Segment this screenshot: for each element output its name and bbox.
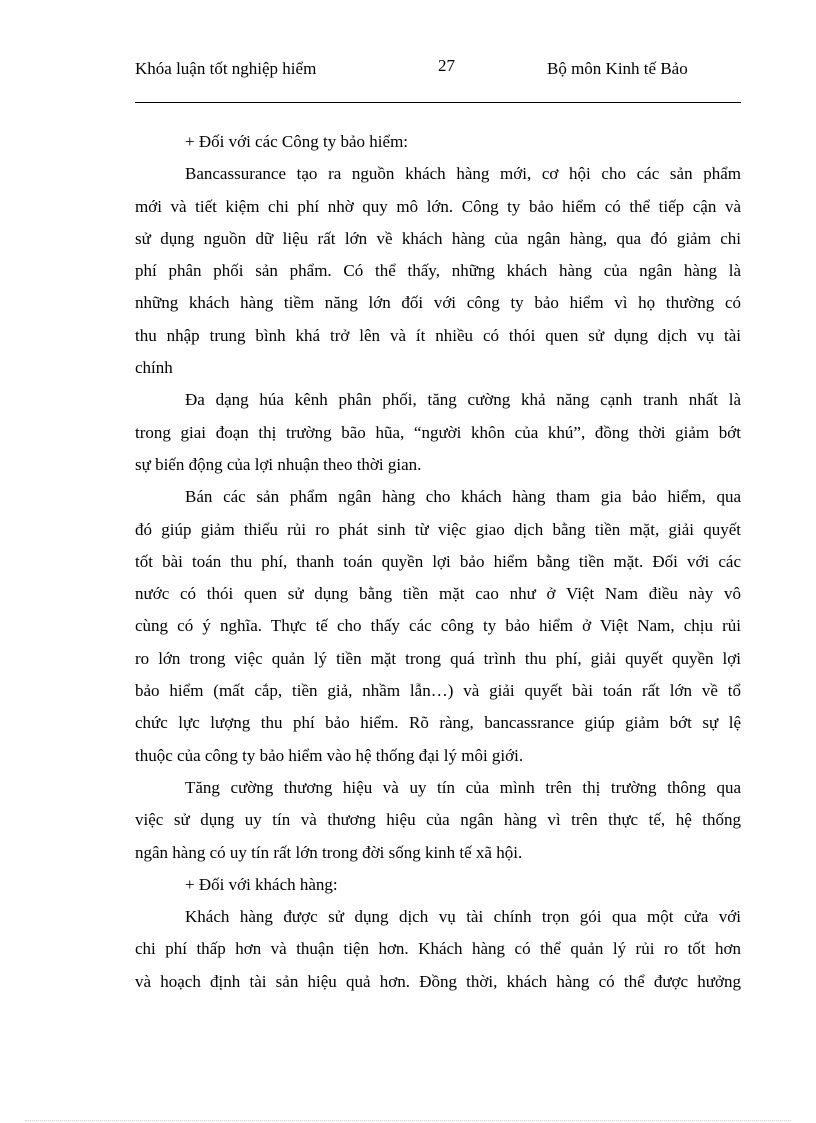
page-number: 27: [438, 56, 455, 75]
body-text: [135, 126, 741, 998]
text-line: Tăng cường thương hiệu và uy tín của mình trên thị trường thông qua: [185, 777, 741, 797]
text-line: Bán các sản phẩm ngân hàng cho khách hàng tham gia bảo hiểm, qua: [185, 487, 741, 507]
text-line: Bancassurance tạo ra nguồn khách hàng mới, cơ hội cho các sản phẩm: [185, 164, 741, 184]
text-line: và hoạch định tài sản hiệu quả hơn. Đồng thời, khách hàng có thể được hưởng: [135, 971, 741, 991]
text-line: sử dụng nguồn dữ liệu rất lớn về khách hàng của ngân hàng, qua đó giảm chi: [135, 228, 741, 248]
text-line: mới và tiết kiệm chi phí nhờ quy mô lớn. Công ty bảo hiểm có thể tiếp cận và: [135, 196, 741, 216]
text-line: chức lực lượng thu phí bảo hiểm. Rõ ràng, bancassrance giúp giảm bớt sự lệ: [135, 713, 741, 733]
page-header: [135, 58, 741, 103]
text-line: + Đối với các Công ty bảo hiểm:: [185, 132, 409, 151]
text-line: nước có thói quen sử dụng bằng tiền mặt cao như ở Việt Nam điều này vô: [135, 584, 741, 604]
text-line: chính: [135, 358, 173, 378]
text-line: cùng có ý nghĩa. Thực tế cho thấy các công ty bảo hiểm ở Việt Nam, chịu rủi: [135, 616, 741, 636]
text-line: + Đối với khách hàng:: [185, 874, 338, 894]
text-line: Đa dạng húa kênh phân phối, tăng cường khả năng cạnh tranh nhất là: [185, 390, 741, 410]
header-thesis-title: Khóa luận tốt nghiệp hiểm: [135, 59, 317, 78]
text-line: ro lớn trong việc quản lý tiền mặt trong quá trình thu phí, giải quyết quyền lợi: [135, 648, 741, 668]
text-line: Khách hàng được sử dụng dịch vụ tài chính trọn gói qua một cửa với: [185, 907, 741, 927]
text-line: ngân hàng có uy tín rất lớn trong đời sống kinh tế xã hội.: [135, 842, 523, 862]
text-line: thuộc của công ty bảo hiểm vào hệ thống đại lý môi giới.: [135, 745, 524, 765]
text-line: việc sử dụng uy tín và thương hiệu của ngân hàng vì trên thực tế, hệ thống: [135, 810, 741, 830]
text-line: thu nhập trung bình khá trở lên và ít nhiều có thói quen sử dụng dịch vụ tài: [135, 325, 741, 345]
header-department: Bộ môn Kinh tế Bảo: [547, 59, 688, 78]
text-line: phí phân phối sản phẩm. Có thể thấy, những khách hàng của ngân hàng là: [135, 261, 741, 281]
text-line: trong giai đoạn thị trường bão hũa, “người khôn của khú”, đồng thời giảm bớt: [135, 422, 741, 442]
text-line: bảo hiểm (mất cắp, tiền giả, nhầm lẫn…) và giải quyết bài toán rất lớn về tổ: [135, 681, 741, 701]
text-line: sự biến động của lợi nhuận theo thời gian.: [135, 454, 422, 474]
text-line: những khách hàng tiềm năng lớn đối với công ty bảo hiểm vì họ thường có: [135, 293, 741, 313]
text-line: chi phí thấp hơn và thuận tiện hơn. Khách hàng có thể quản lý rủi ro tốt hơn: [135, 939, 741, 959]
text-line: đó giúp giảm thiểu rủi ro phát sinh từ việc giao dịch bằng tiền mặt, giải quyết: [135, 519, 741, 539]
page-bottom-divider: [25, 1120, 791, 1121]
text-line: tốt bài toán thu phí, thanh toán quyền lợi bảo hiểm bằng tiền mặt. Đối với các: [135, 551, 741, 571]
